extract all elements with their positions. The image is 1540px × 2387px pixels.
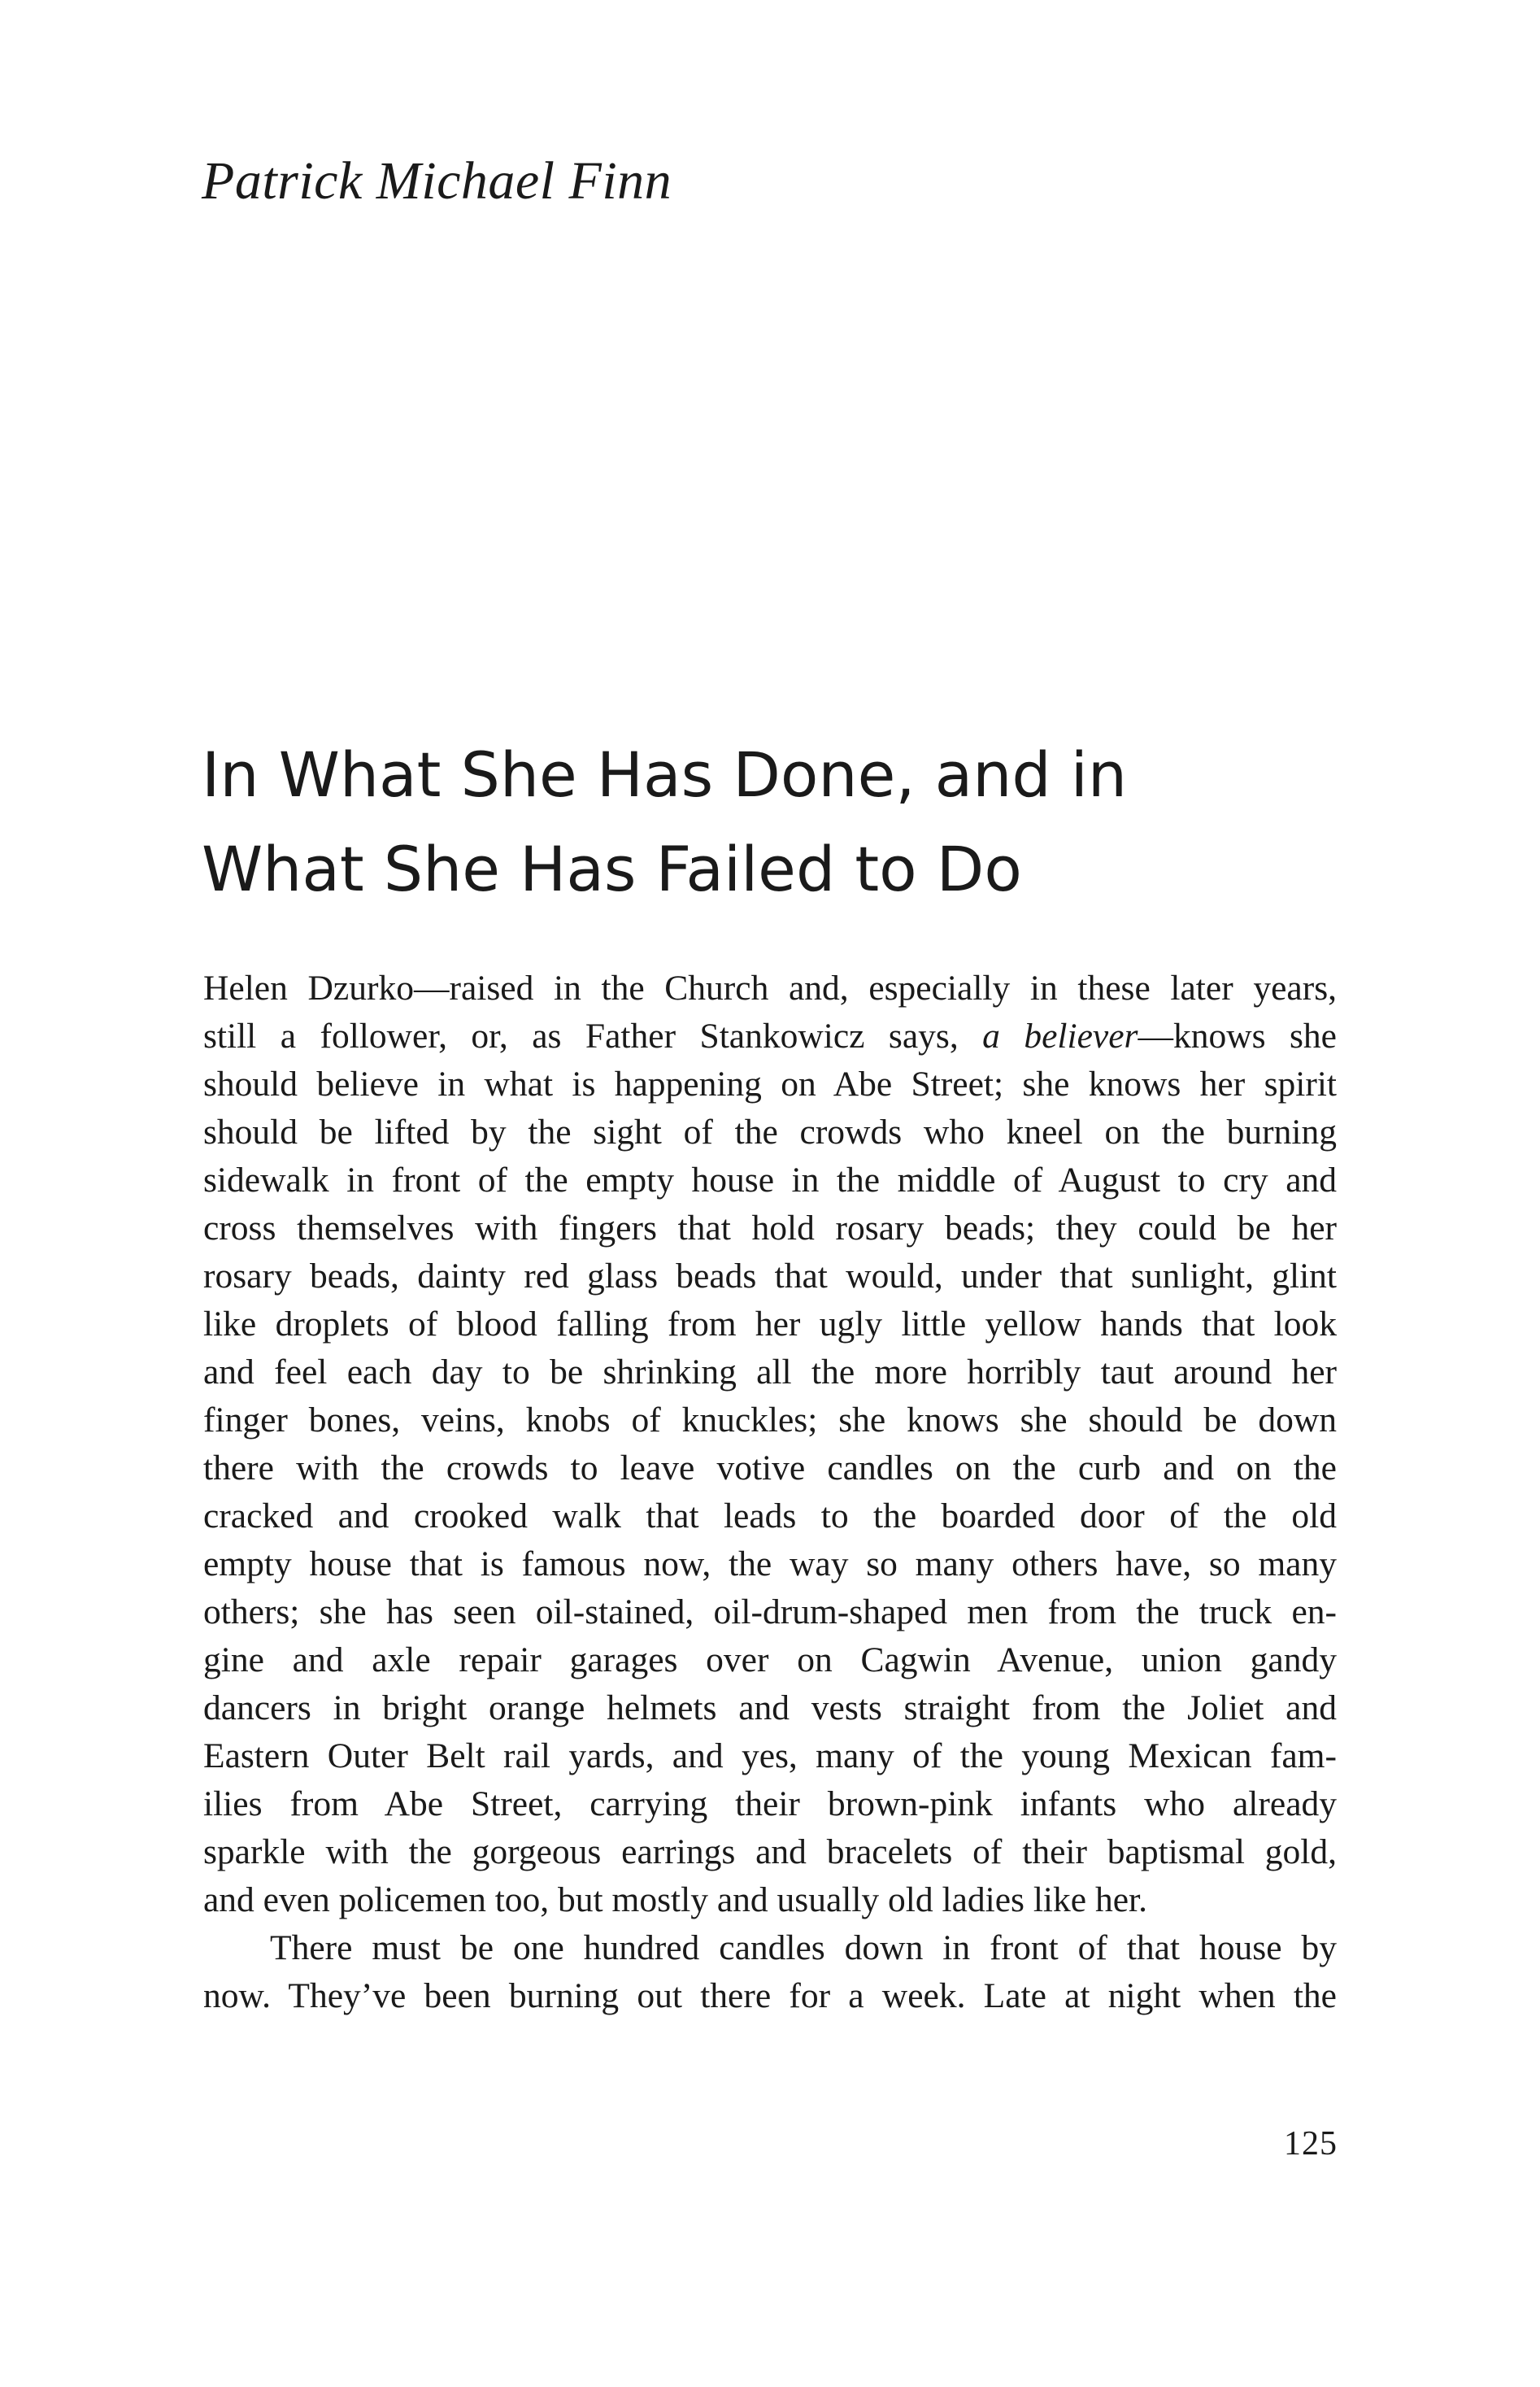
paragraph-2 <box>203 1924 1337 2020</box>
body-text <box>203 965 1337 2020</box>
running-head-author: Patrick Michael Finn <box>202 151 672 211</box>
text-run: still a follower, or, as Father Stankowicz says, <box>203 1017 959 1056</box>
text-line: ilies from Abe Street, carrying their brown-pink infants who already <box>203 1784 1337 1823</box>
text-line: empty house that is famous now, the way so many others have, so many <box>203 1544 1337 1583</box>
text-line: rosary beads, dainty red glass beads that would, under that sunlight, glint <box>203 1257 1337 1296</box>
page-number: 125 <box>1284 2125 1338 2163</box>
text-line: dancers in bright orange helmets and vests straight from the Joliet and <box>203 1688 1337 1727</box>
chapter-title-line-1: In What She Has Done, and in <box>202 738 1128 811</box>
text-line: cracked and crooked walk that leads to the boarded door of the old <box>203 1496 1337 1535</box>
text-line: and feel each day to be shrinking all the more horribly taut around her <box>203 1352 1337 1392</box>
text-line: gine and axle repair garages over on Cagwin Avenue, union gandy <box>203 1640 1337 1679</box>
chapter-title-line-2: What She Has Failed to Do <box>202 833 1022 905</box>
text-line: finger bones, veins, knobs of knuckles; she knows she should be down <box>203 1400 1337 1440</box>
text-run: —knows she <box>1138 1017 1337 1056</box>
paragraph-1 <box>203 965 1337 1924</box>
text-line: Helen Dzurko—raised in the Church and, especially in these later years, <box>203 969 1337 1008</box>
text-line: sparkle with the gorgeous earrings and bracelets of their baptismal gold, <box>203 1832 1337 1871</box>
text-line <box>203 1013 1337 1061</box>
text-line: should believe in what is happening on Abe Street; she knows her spirit <box>203 1065 1337 1104</box>
text-line: cross themselves with fingers that hold rosary beads; they could be her <box>203 1209 1337 1248</box>
text-line: There must be one hundred candles down in front of that house by <box>270 1928 1337 1967</box>
text-line: Eastern Outer Belt rail yards, and yes, many of the young Mexican fam- <box>203 1736 1337 1775</box>
chapter-title <box>202 728 1356 917</box>
text-line: sidewalk in front of the empty house in the middle of August to cry and <box>203 1161 1337 1200</box>
text-line: and even policemen too, but mostly and usually old ladies like her. <box>203 1880 1147 1919</box>
text-line: now. They’ve been burning out there for a week. Late at night when the <box>203 1976 1337 2015</box>
text-line: like droplets of blood falling from her ugly little yellow hands that look <box>203 1305 1337 1344</box>
text-line: should be lifted by the sight of the crowds who kneel on the burning <box>203 1113 1337 1152</box>
emphasis-believer: a believer <box>982 1017 1138 1056</box>
text-line: others; she has seen oil-stained, oil-drum-shaped men from the truck en- <box>203 1592 1337 1631</box>
text-line: there with the crowds to leave votive candles on the curb and on the <box>203 1448 1337 1488</box>
